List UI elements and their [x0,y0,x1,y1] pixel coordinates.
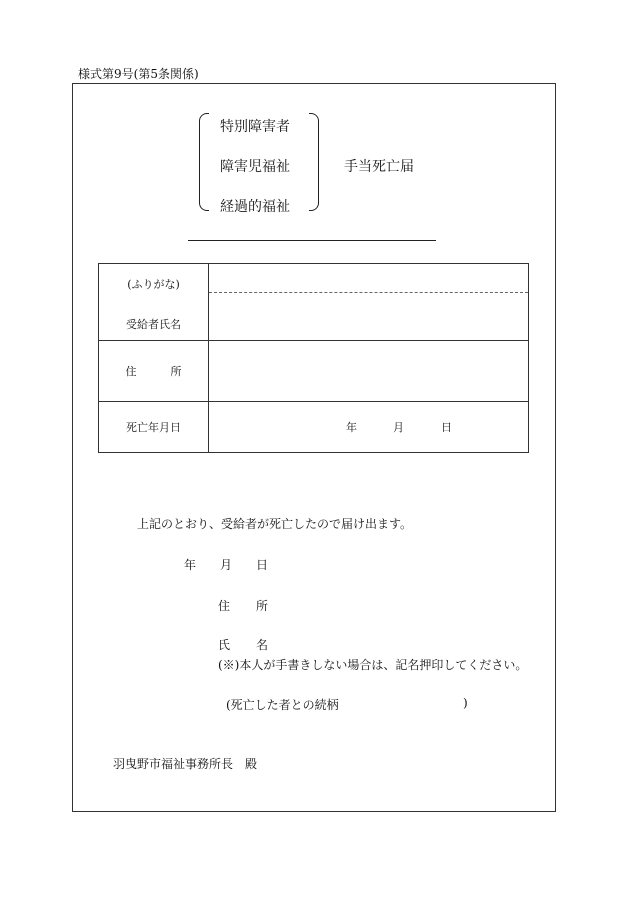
applicant-address-label-2: 所 [256,599,269,613]
form-number: 様式第9号(第5条関係) [78,67,199,81]
applicant-name-label-1: 氏 [218,638,231,652]
right-bracket [309,113,319,211]
submission-year: 年 [184,558,197,572]
title-underline [188,240,436,241]
death-date-month: 月 [393,421,404,434]
name-label-cell [99,264,209,341]
address-label-1: 住 [125,365,137,378]
furigana-divider [209,292,528,293]
allowance-type-2: 障害児福祉 [220,159,290,175]
death-date-label: 死亡年月日 [99,402,209,453]
form-title: 手当死亡届 [344,159,414,175]
handwriting-note: (※)本人が手書きしない場合は、記名押印してください。 [218,658,528,672]
recipient-info-table [98,263,529,453]
applicant-address-label-1: 住 [218,599,231,613]
death-date-day: 日 [441,421,452,434]
relationship-close-paren: ) [463,696,468,710]
address-label-2: 所 [170,365,182,378]
recipient-name-label: 受給者氏名 [126,318,181,331]
death-date-year: 年 [346,421,357,434]
address-field[interactable] [209,341,529,402]
allowance-type-1: 特別障害者 [220,119,290,135]
applicant-name-label-2: 名 [256,638,269,652]
submission-day: 日 [256,558,269,572]
death-date-field[interactable] [209,402,529,453]
relationship-label: (死亡した者との続柄 [226,698,339,712]
address-label-cell [99,341,209,402]
recipient-name-field[interactable] [209,264,529,341]
allowance-type-3: 経過的福祉 [220,199,290,215]
declaration-statement: 上記のとおり、受給者が死亡したので届け出ます。 [137,517,413,531]
submission-month: 月 [220,558,233,572]
furigana-label: (ふりがな) [127,278,180,291]
addressee: 羽曳野市福祉事務所長 殿 [113,757,258,771]
left-bracket [199,113,209,211]
